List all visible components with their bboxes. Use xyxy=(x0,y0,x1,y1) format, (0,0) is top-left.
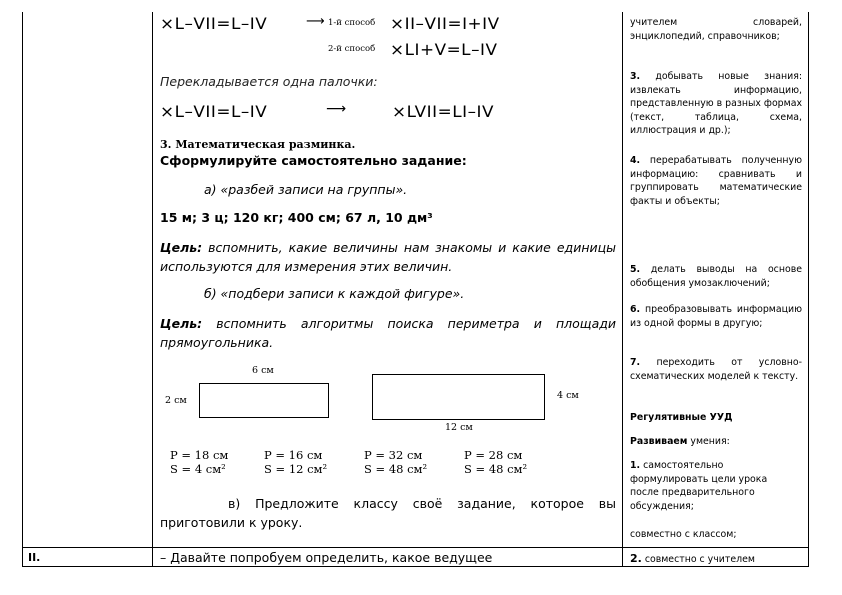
stage-number: II. xyxy=(28,551,41,564)
goal-b xyxy=(160,314,616,352)
formula-card xyxy=(464,448,527,476)
formula-card xyxy=(264,448,327,476)
perimeter-value: P = 28 см xyxy=(464,448,523,462)
right-item-7: 7. переходить от условно-схематических моделей к тексту. xyxy=(630,357,802,382)
perimeter-value: P = 18 см xyxy=(170,448,229,462)
right-bottom-item: 2. совместно с учителем xyxy=(630,552,755,565)
task-a: а) «разбей записи на группы». xyxy=(204,182,408,197)
goal-b-text: вспомнить алгоритмы поиска периметра и площади прямоугольника. xyxy=(160,316,616,350)
regulatory-heading: Регулятивные УУД xyxy=(630,412,733,423)
task-c-text: в) Предложите классу своё задание, которое вы приготовили к уроку. xyxy=(160,496,616,530)
stage-intro-text: – Давайте попробуем определить, какое ведущее xyxy=(160,550,493,565)
matchstick-solution-1: ×II–VII=I+IV xyxy=(390,14,500,33)
table-border-col1 xyxy=(152,12,153,567)
quantities-list: 15 м; 3 ц; 120 кг; 400 см; 67 л, 10 дм³ xyxy=(160,210,433,225)
goal-a xyxy=(160,238,616,276)
perimeter-value: P = 16 см xyxy=(264,448,323,462)
develop-skills-line: Развиваем умения: xyxy=(630,436,730,447)
area-value: S = 48 см² xyxy=(364,462,428,476)
table-border-left xyxy=(22,12,23,567)
way-1-label: 1-й способ xyxy=(328,18,376,28)
perimeter-value: P = 32 см xyxy=(364,448,423,462)
rect2-side-label: 4 см xyxy=(557,390,579,401)
right-item-top: учителем словарей, энциклопедий, справочников; xyxy=(630,17,802,42)
task-b: б) «подбери записи к каждой фигуре». xyxy=(204,286,465,301)
area-value: S = 48 см² xyxy=(464,462,528,476)
rect2-bottom-label: 12 см xyxy=(445,422,473,433)
table-row-divider xyxy=(22,547,809,548)
task-c xyxy=(160,494,616,532)
right-item-4: 4. перерабатывать полученную информацию: сравнивать и группировать математические факты и объекты; xyxy=(630,155,802,207)
goal-a-text: вспомнить, какие величины нам знакомы и какие единицы используются для измерения этих величин. xyxy=(160,240,616,274)
right-item-5: 5. делать выводы на основе обобщения умозаключений; xyxy=(630,264,802,289)
matchstick-solution-2: ×LI+V=L–IV xyxy=(390,40,498,59)
right-item-3: 3. добывать новые знания: извлекать информацию, представленную в разных формах (текст, таблица, схема, иллюстрация и др.); xyxy=(630,71,802,136)
table-border-col2 xyxy=(622,12,623,567)
regulatory-joint: совместно с классом; xyxy=(630,529,737,540)
table-border-right xyxy=(808,12,809,567)
arrow-icon: ⟶ xyxy=(326,101,347,117)
regulatory-item-1: 1. самостоятельно формулировать цели урока после предварительного обсуждения; xyxy=(630,460,768,512)
way-2-label: 2-й способ xyxy=(328,44,376,54)
formula-card xyxy=(170,448,228,476)
area-value: S = 12 см² xyxy=(264,462,328,476)
formula-card xyxy=(364,448,427,476)
matchstick-equation-2: ×L–VII=L–IV xyxy=(160,102,268,121)
goal-label: Цель: xyxy=(160,240,203,255)
goal-label: Цель: xyxy=(160,316,203,331)
table-border-bottom xyxy=(22,566,809,567)
right-item-6: 6. преобразовывать информацию из одной формы в другую; xyxy=(630,304,802,329)
area-value: S = 4 см² xyxy=(170,462,226,476)
matchstick-solution-3: ×LVII=LI–IV xyxy=(392,102,495,121)
move-one-stick-caption: Перекладывается одна палочки: xyxy=(160,74,378,89)
rect1-side-label: 2 см xyxy=(165,395,187,406)
rect1-top-label: 6 см xyxy=(252,365,274,376)
rectangle-figure-1 xyxy=(199,383,329,418)
instruction-text: Сформулируйте самостоятельно задание: xyxy=(160,153,467,168)
rectangle-figure-2 xyxy=(372,374,545,420)
arrow-icon: ⟶ xyxy=(306,14,325,29)
matchstick-equation-1: ×L–VII=L–IV xyxy=(160,14,268,33)
section-heading: 3. Математическая разминка. xyxy=(160,138,356,151)
